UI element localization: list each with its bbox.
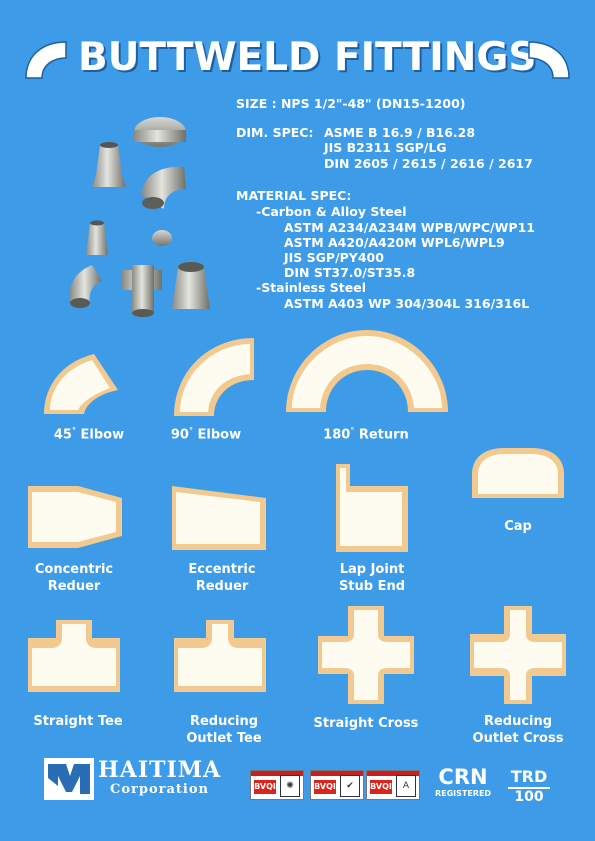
return-180-diagram <box>284 328 450 416</box>
dim-spec-line: ASME B 16.9 / B16.28 <box>324 125 476 140</box>
concentric-reducer-diagram <box>26 480 126 554</box>
straight-tee-diagram <box>26 618 122 694</box>
dim-spec-label: DIM. SPEC: <box>236 125 314 140</box>
title-left-elbow-icon <box>18 36 74 80</box>
straight-cross-diagram <box>316 604 416 706</box>
trd-number: 100 <box>514 789 544 805</box>
page-title: BUTTWELD FITTINGS <box>78 35 537 80</box>
dim-spec-line: DIN 2605 / 2615 / 2616 / 2617 <box>324 156 533 171</box>
reducing-tee-diagram <box>172 618 268 694</box>
lap-joint-label: Lap Joint Stub End <box>338 562 406 594</box>
cert-seal-icon: ✺ <box>280 775 300 797</box>
fittings-photo <box>62 105 232 325</box>
elbow-45-diagram <box>38 350 122 418</box>
straight-tee-label: Straight Tee <box>33 714 123 729</box>
elbow-90-diagram <box>170 334 262 418</box>
cap-label: Cap <box>504 519 532 534</box>
company-name: HAITIMA <box>98 757 222 783</box>
carbon-steel-heading: -Carbon & Alloy Steel <box>256 204 407 219</box>
straight-cross-label: Straight Cross <box>313 716 419 731</box>
return-180-label: 180° Return <box>323 426 409 443</box>
eccentric-reducer-diagram <box>170 484 270 554</box>
title-right-elbow-icon <box>521 36 577 80</box>
lap-joint-stub-end-diagram <box>334 462 410 554</box>
eccentric-reducer-label: Eccentric Reduer <box>188 562 256 594</box>
stainless-steel-heading: -Stainless Steel <box>256 280 366 295</box>
concentric-reducer-label: Concentric Reduer <box>34 562 114 594</box>
elbow-45-label: 45° Elbow <box>53 426 125 443</box>
haitima-logo-icon <box>44 758 94 800</box>
crn-registered: REGISTERED <box>434 789 492 798</box>
material-spec-label: MATERIAL SPEC: <box>236 188 352 203</box>
cert-seal-icon: ✔ <box>340 775 360 797</box>
stainless-steel-line: ASTM A403 WP 304/304L 316/316L <box>284 296 530 311</box>
cap-diagram <box>470 446 566 500</box>
cert-seal-icon: A <box>396 775 416 797</box>
carbon-steel-line: ASTM A234/A234M WPB/WPC/WP11 <box>284 220 535 235</box>
crn-mark: CRN <box>438 765 488 789</box>
bvqi-cert-badge: BVQI ✺ <box>250 770 304 800</box>
reducing-tee-label: Reducing Outlet Tee <box>186 714 262 746</box>
carbon-steel-line: ASTM A420/A420M WPL6/WPL9 <box>284 235 505 250</box>
reducing-cross-diagram <box>468 604 568 706</box>
company-corporation: Corporation <box>110 782 209 797</box>
bvqi-cert-badge: BVQI ✔ <box>310 770 364 800</box>
carbon-steel-line: JIS SGP/PY400 <box>284 250 384 265</box>
reducing-cross-label: Reducing Outlet Cross <box>472 714 564 746</box>
carbon-steel-line: DIN ST37.0/ST35.8 <box>284 265 416 280</box>
elbow-90-label: 90° Elbow <box>170 426 242 443</box>
trd-mark: TRD <box>510 767 548 786</box>
bvqi-cert-badge: BVQI A <box>366 770 420 800</box>
size-spec: SIZE : NPS 1/2"-48" (DN15-1200) <box>236 96 466 111</box>
dim-spec-line: JIS B2311 SGP/LG <box>324 140 447 155</box>
